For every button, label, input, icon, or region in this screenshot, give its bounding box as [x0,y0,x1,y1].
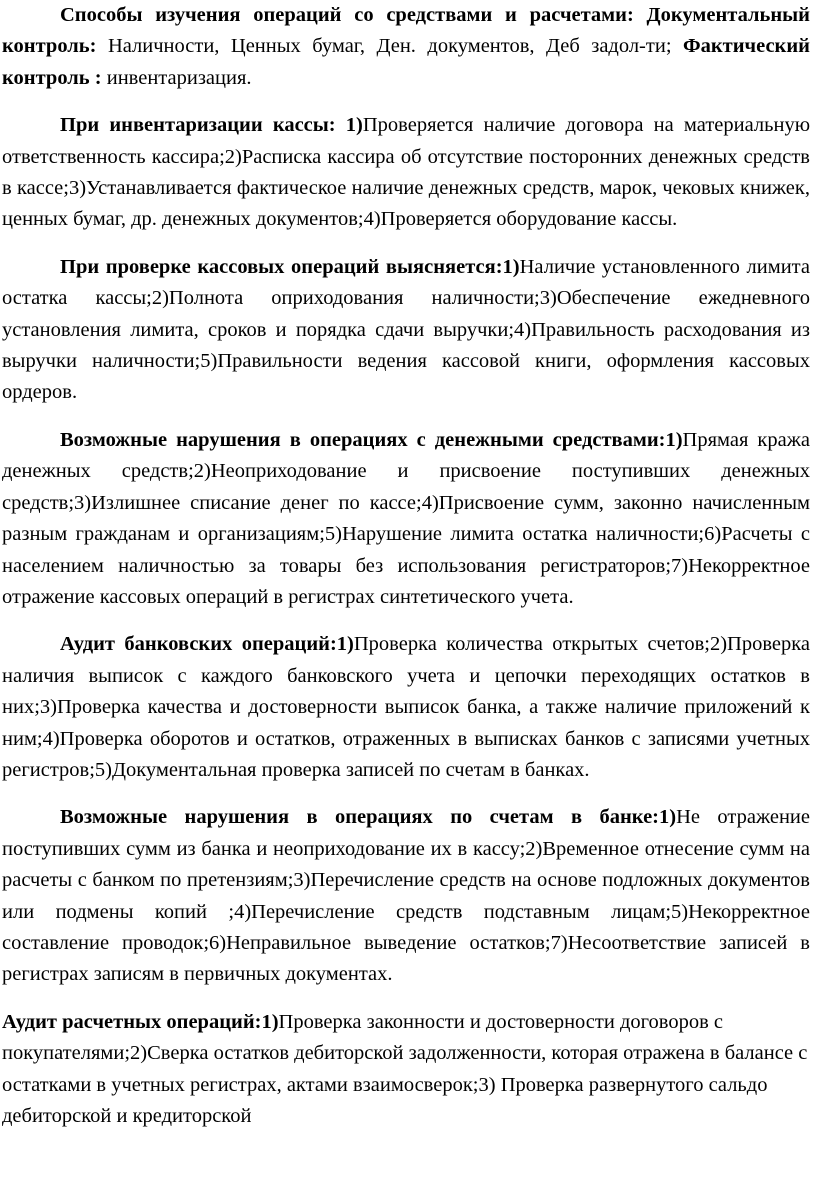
paragraph-text: Проверка количества открытых счетов;2)Проверка наличия выписок с каждого банковского учета и цепочки переходящих остатков в них;3)Проверка качества и достоверности выписок банка, а также наличие приложений к ним;4)Проверка оборотов и остатков, отраженных в выписках банков с записями учетных регистров;5)Документальная проверка записей по счетам в банках. [2,633,810,781]
paragraph-cash-operations-check [2,252,810,409]
paragraph-text: Проверяется наличие договора на материальную ответственность кассира;2)Расписка кассира об отсутствие посторонних денежных средств в кассе;3)Устанавливается фактическое наличие денежных средств, марок, чековых книжек, ценных бумаг, др. денежных документов;4)Проверяется оборудование кассы. [2,114,811,231]
paragraph-text: Прямая кража денежных средств;2)Неоприходование и присвоение поступивших денежных средств;3)Излишнее списание денег по кассе;4)Присвоение сумм, законно начисленным разным гражданам и организациям;5)Нарушение лимита остатка наличности;6)Расчеты с населением наличностью за товары без использования регистраторов;7)Некорректное отражение кассовых операций в регистрах синтетического учета. [2,428,811,608]
paragraph-cash-violations [2,425,810,613]
paragraph-text: Наличности, Ценных бумаг, Ден. документов, Деб задол-ти; [107,35,683,58]
paragraph-text: Проверка законности и достоверности договоров с покупателями;2)Сверка остатков дебиторской задолженности, которая отражена в балансе с остатками в учетных регистрах, актами взаимосверок;3) Проверка развернутого сальдо дебиторской и кредиторской [2,1010,808,1127]
paragraph-heading: Аудит расчетных операций:1) [2,1010,279,1033]
paragraph-settlement-audit [2,1007,810,1133]
paragraph-heading: Фактический контроль : [2,35,810,89]
paragraph-methods [2,0,810,94]
paragraph-text: Не отражение поступивших сумм из банка и неоприходование их в кассу;2)Временное отнесение сумм на расчеты с банком по претензиям;3)Перечисление средств на основе подложных документов или подмены копий ;4)Перечисление средств подставным лицам;5)Некорректное составление проводок;6)Неправильное выведение остатков;7)Несоответствие записей в регистрах записям в первичных документах. [2,806,810,986]
paragraph-heading: При инвентаризации кассы: 1) [60,114,363,137]
paragraph-heading: Возможные нарушения в операциях по счетам в банке:1) [60,806,677,829]
paragraph-text: Наличие установленного лимита остатка кассы;2)Полнота оприходования наличности;3)Обеспечение ежедневного установления лимита, сроков и порядка сдачи выручки;4)Правильность расходования из выручки наличности;5)Правильности ведения кассовой книги, оформления кассовых ордеров. [2,255,810,404]
paragraph-bank-audit [2,629,810,786]
paragraph-bank-violations [2,802,810,990]
paragraph-heading: Способы изучения операций со средствами и расчетами: Документальный контроль: [2,4,810,58]
paragraph-text: инвентаризация. [106,66,252,89]
paragraph-heading: Аудит банковских операций:1) [60,633,354,656]
paragraph-heading: Возможные нарушения в операциях с денежными средствами:1) [60,428,683,451]
paragraph-heading: При проверке кассовых операций выясняется:1) [60,255,520,278]
paragraph-cash-inventory [2,110,810,236]
